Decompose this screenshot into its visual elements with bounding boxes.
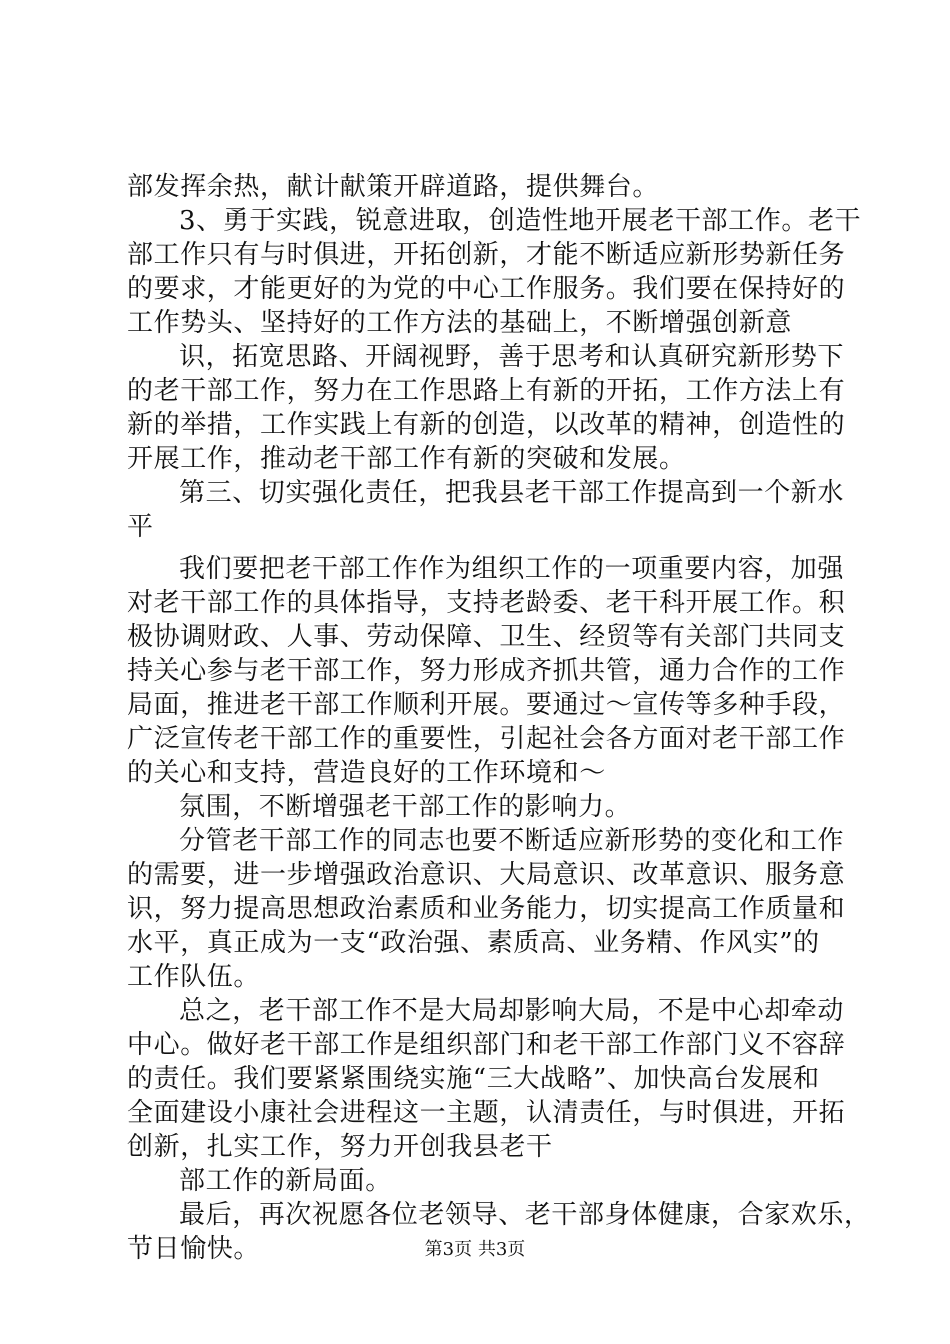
text-line: 开展工作，推动老干部工作有新的突破和发展。 [127,444,686,474]
text-line: 新的举措，工作实践上有新的创造，以改革的精神，创造性的 [127,410,846,440]
text-line: 部发挥余热，献计献策开辟道路，提供舞台。 [127,172,660,202]
text-line: 分管老干部工作的同志也要不断适应新形势的变化和工作 [179,826,845,856]
page-number: 第3页 共3页 [424,1239,526,1260]
text-line: 节日愉快。 [127,1234,261,1264]
text-line: 部工作只有与时俱进，开拓创新，才能不断适应新形势新任务 [127,240,846,270]
text-line: 水平，真正成为一支“政治强、素质高、业务精、作风实”的 [127,928,820,958]
text-line: 总之，老干部工作不是大局却影响大局，不是中心却牵动 [179,996,845,1026]
text-line: 中心。做好老干部工作是组织部门和老干部工作部门义不容辞 [127,1030,846,1060]
text-line: 的需要，进一步增强政治意识、大局意识、改革意识、服务意 [127,860,846,890]
text-line: 工作势头、坚持好的工作方法的基础上，不断增强创新意 [127,308,793,338]
text-line: 识，努力提高思想政治素质和业务能力，切实提高工作质量和 [127,894,846,924]
text-line: 的责任。我们要紧紧围绕实施“三大战略”、加快高台发展和 [127,1064,820,1094]
text-line: 氛围，不断增强老干部工作的影响力。 [179,792,632,822]
text-line: 我们要把老干部工作作为组织工作的一项重要内容，加强 [179,554,845,584]
section-heading: 平 [127,512,154,542]
text-line: 全面建设小康社会进程这一主题，认清责任，与时俱进，开拓 [127,1098,846,1128]
text-line: 创新，扎实工作，努力开创我县老干 [127,1132,553,1162]
text-line: 的关心和支持，营造良好的工作环境和～ [127,758,606,788]
document-body [127,170,871,1266]
text-line: 极协调财政、人事、劳动保障、卫生、经贸等有关部门共同支 [127,622,846,652]
text-line: 部工作的新局面。 [179,1166,392,1196]
text-line: 的老干部工作，努力在工作思路上有新的开拓，工作方法上有 [127,376,846,406]
text-line: 的要求，才能更好的为党的中心工作服务。我们要在保持好的 [127,274,846,304]
section-heading: 第三、切实强化责任，把我县老干部工作提高到一个新水 [179,478,845,508]
text-line: 局面，推进老干部工作顺利开展。要通过～宣传等多种手段， [127,690,846,720]
text-line: 广泛宣传老干部工作的重要性，引起社会各方面对老干部工作 [127,724,846,754]
text-line: 识，拓宽思路、开阔视野，善于思考和认真研究新形势下 [179,342,845,372]
text-line: 最后，再次祝愿各位老领导、老干部身体健康，合家欢乐， [179,1200,871,1230]
text-line: 对老干部工作的具体指导，支持老龄委、老干科开展工作。积 [127,588,846,618]
text-line: 3、勇于实践，锐意进取，创造性地开展老干部工作。老干 [179,206,862,236]
text-line: 工作队伍。 [127,962,261,992]
text-line: 持关心参与老干部工作，努力形成齐抓共管，通力合作的工作 [127,656,846,686]
